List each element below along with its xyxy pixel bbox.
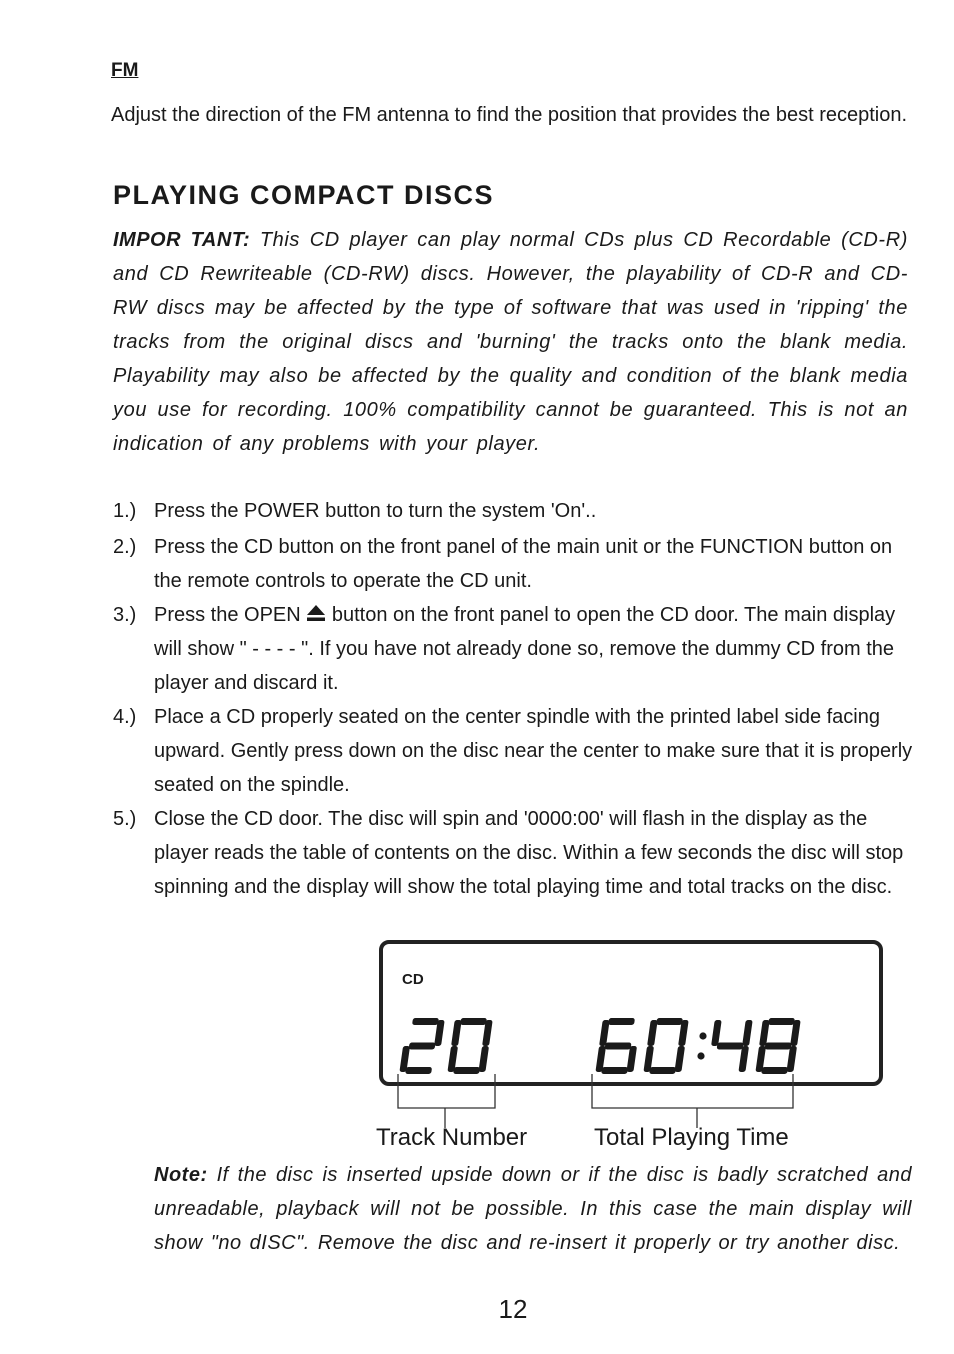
step-text: [154, 598, 923, 700]
lcd-mode-label: CD: [402, 971, 424, 988]
lcd-digit: [595, 1018, 637, 1074]
step-number: 2.): [113, 536, 137, 558]
section-title: PLAYING COMPACT DISCS: [113, 180, 495, 210]
lcd-digit: [643, 1018, 688, 1074]
lcd-digit: [711, 1020, 753, 1072]
important-paragraph: [113, 223, 908, 461]
step-text: Place a CD properly seated on the center spindle with the printed label side facing upward. Gently press down on the disc near the center to make sure that it is properly seated on the spindle.: [154, 706, 913, 796]
lcd-colon-dot: [697, 1052, 704, 1059]
lcd-colon-dot: [699, 1032, 706, 1039]
step-item: [113, 700, 923, 802]
steps-list: [113, 494, 923, 904]
caption-brackets: [395, 1074, 800, 1130]
step-number: 4.): [113, 706, 137, 728]
important-label: IMPOR TANT:: [113, 229, 251, 251]
step-number: 1.): [113, 500, 137, 522]
step-item: [113, 802, 923, 904]
step-text-part: Press the OPEN: [154, 604, 301, 626]
lcd-digit: [755, 1018, 800, 1074]
eject-icon: [306, 604, 326, 622]
caption-track-number: Track Number: [376, 1124, 528, 1151]
step-item: [113, 494, 923, 528]
fm-heading: FM: [111, 60, 139, 81]
time-bracket: [592, 1074, 793, 1108]
lcd-digit: [447, 1018, 492, 1074]
step-text: Press the CD button on the front panel of the main unit or the FUNCTION button on the remote controls to operate the CD unit.: [154, 536, 893, 592]
caption-total-playing-time: Total Playing Time: [594, 1124, 789, 1151]
track-bracket: [398, 1074, 495, 1108]
note-text: If the disc is inserted upside down or if the disc is badly scratched and unreadable, playback will not be possible. In this case the main display will show "no dISC". Remove the disc and re-insert it properly or try another disc.: [154, 1164, 912, 1254]
step-text: Close the CD door. The disc will spin and '0000:00' will flash in the display as the player reads the table of contents on the disc. Within a few seconds the disc will stop spinning and the display will show the total playing time and total tracks on the disc.: [154, 808, 904, 898]
step-text-part: button on the front panel to open the CD door. The main display will show " - - - - ". If you have not already done so, remove the dummy CD from the player and discard it.: [154, 604, 896, 694]
page-number: 12: [498, 1294, 528, 1324]
note-paragraph: [154, 1158, 912, 1260]
fm-paragraph: Adjust the direction of the FM antenna to find the position that provides the best reception.: [111, 104, 908, 126]
step-number: 5.): [113, 808, 137, 830]
step-number: 3.): [113, 604, 137, 626]
important-text: This CD player can play normal CDs plus CD Recordable (CD-R) and CD Rewriteable (CD-RW) discs. However, the playability of CD-R and CD-RW discs may be affected by the type of software that was used in 'ripping' the tracks from the original discs and 'burning' the tracks onto the blank media. Playability may also be affected by the quality and condition of the blank media you use for recording. 100% compatibility cannot be guaranteed. This is not an indication of any problems with your player.: [113, 229, 908, 455]
step-text: Press the POWER button to turn the system 'On'..: [154, 500, 597, 522]
lcd-digit: [399, 1018, 444, 1074]
step-item: [113, 530, 923, 598]
lcd-digits: [395, 1012, 815, 1082]
step-item: [113, 598, 923, 700]
note-label: Note:: [154, 1164, 208, 1186]
